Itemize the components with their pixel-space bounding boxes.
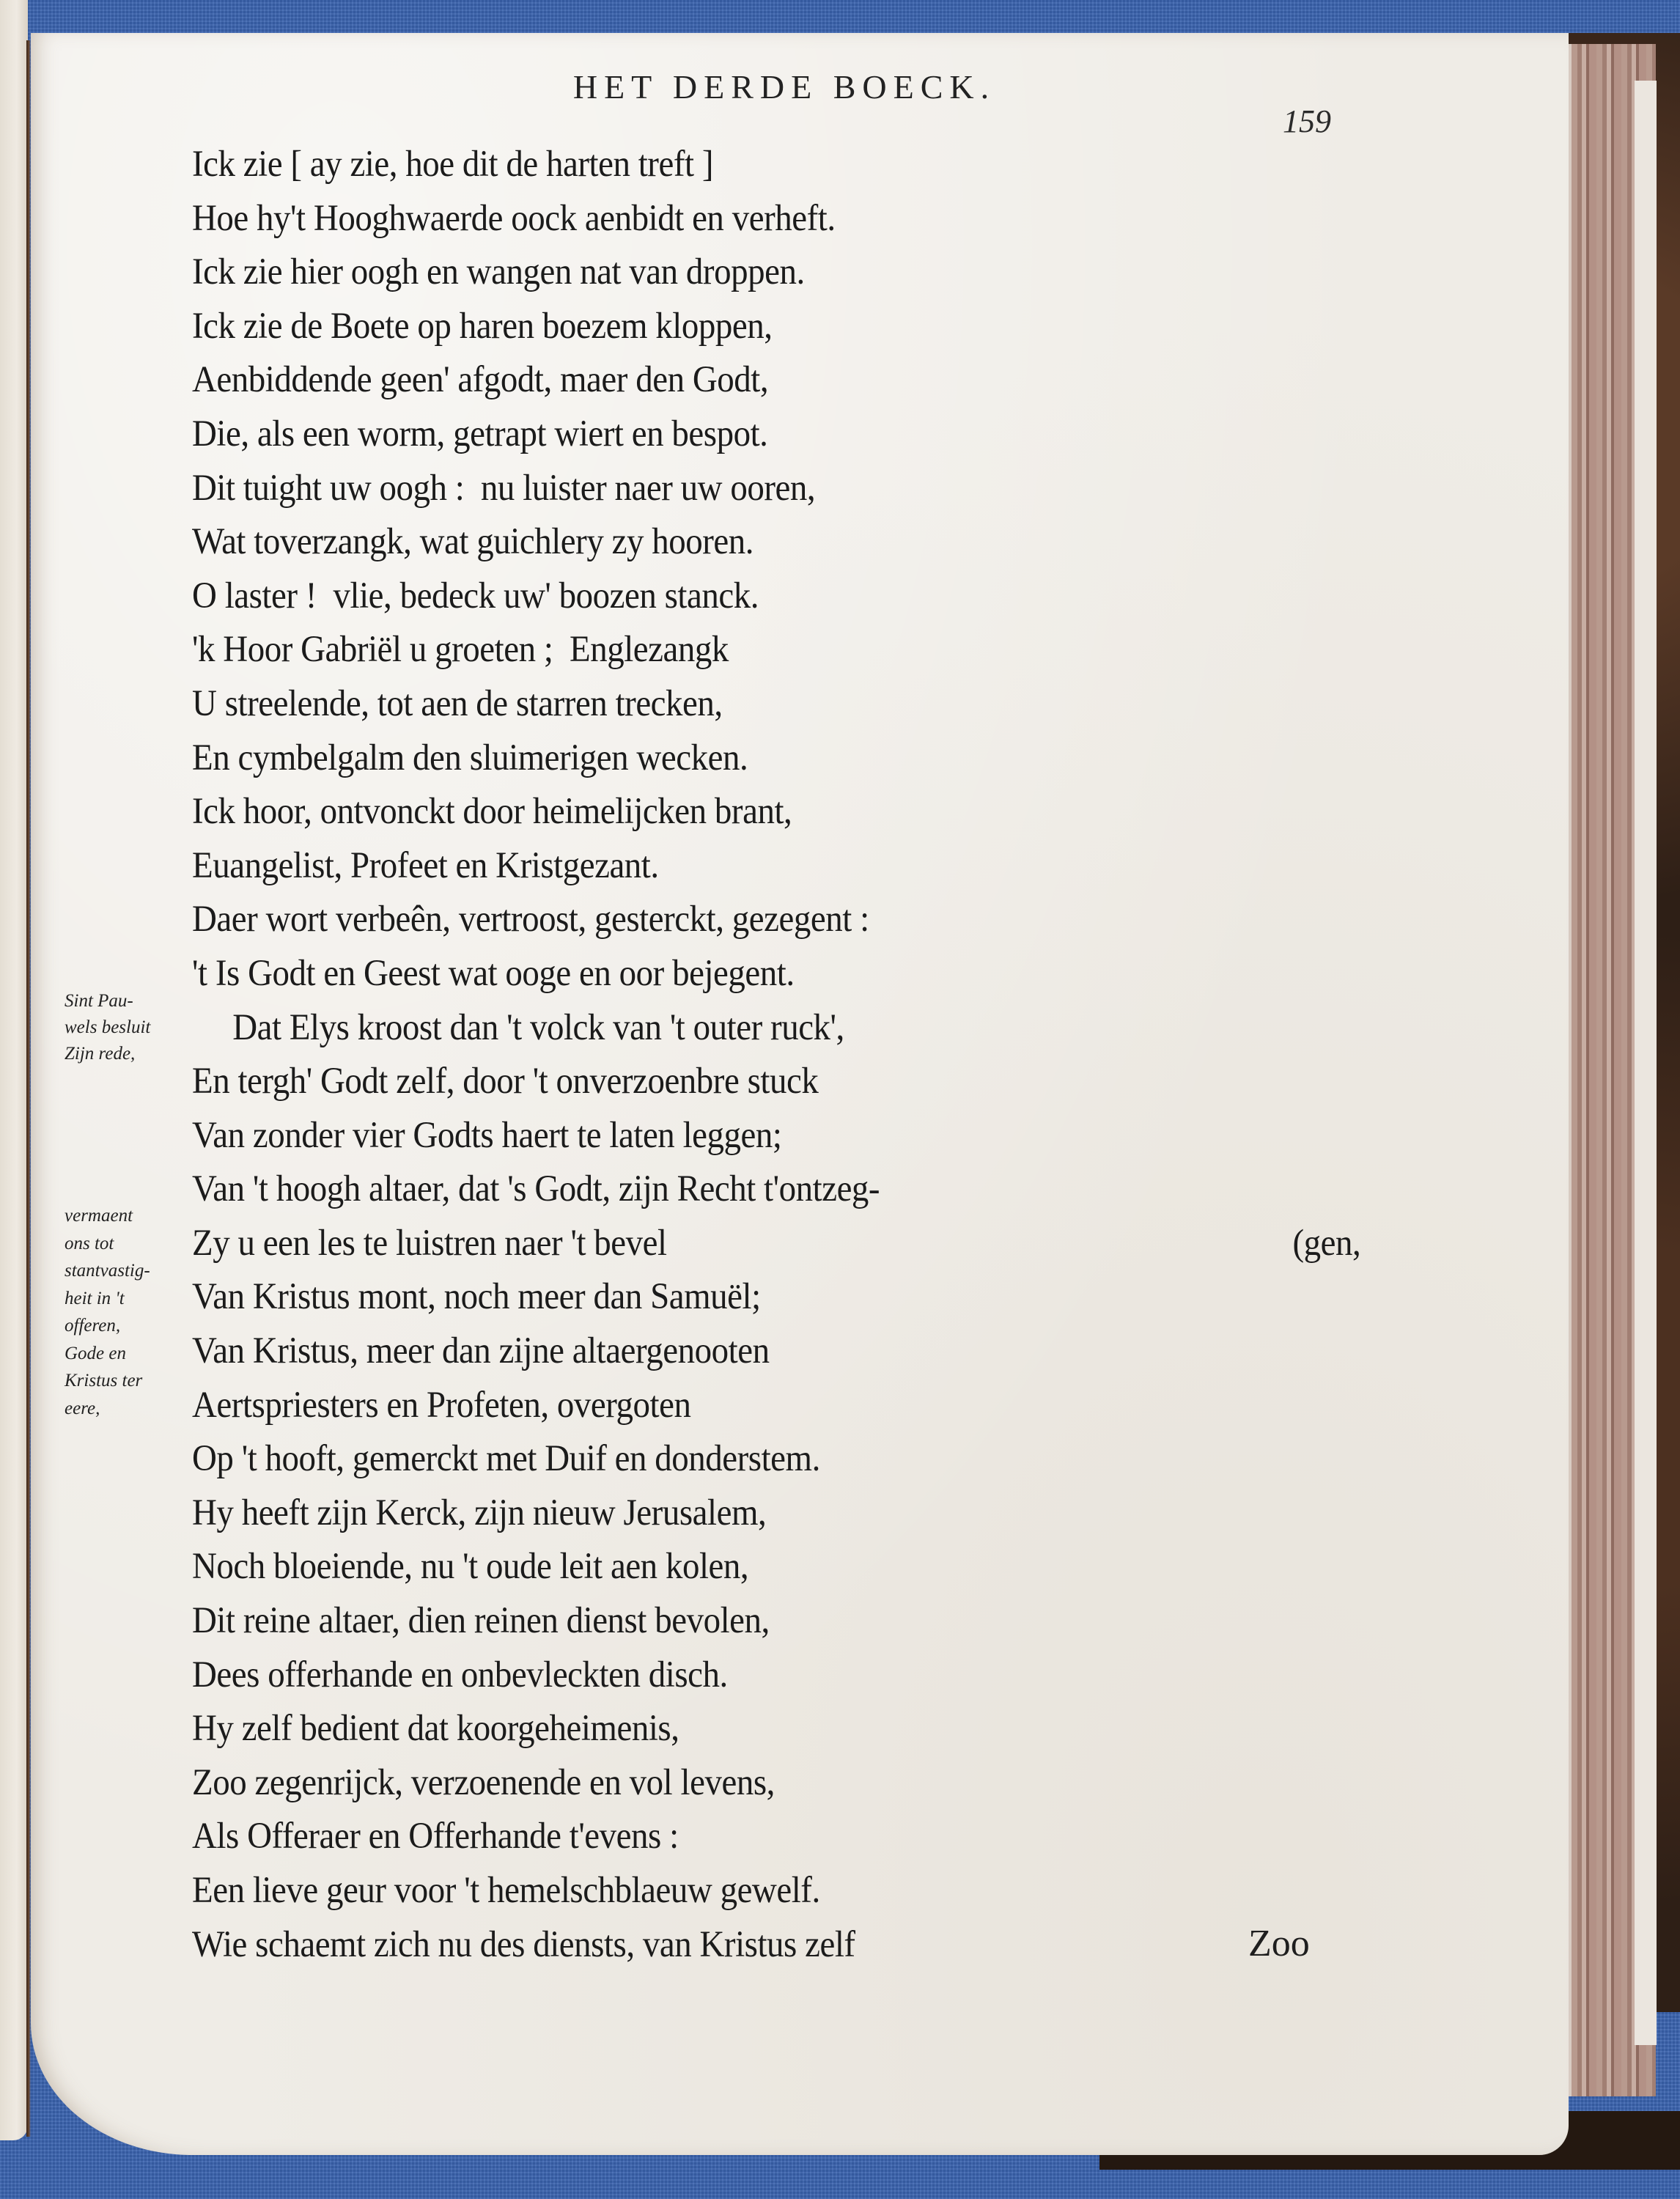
verse-line-text: 't Is Godt en Geest wat ooge en oor bejegent.	[192, 952, 795, 994]
verse-line	[192, 947, 1352, 1001]
verse-text-block	[192, 138, 1361, 1972]
verse-line	[192, 570, 1352, 624]
verse-line-text: Daer wort verbeên, vertroost, gesterckt, gezegent :	[192, 899, 869, 940]
marginal-note-line: eere,	[65, 1398, 100, 1418]
verse-line	[192, 1756, 1352, 1811]
verse-line-text: 'k Hoor Gabriël u groeten ; Englezangk	[192, 629, 729, 671]
verse-line	[192, 785, 1352, 839]
verse-line-text: Noch bloeiende, nu 't oude leit aen kolen,	[192, 1546, 749, 1588]
catchword: Zoo	[1248, 1923, 1310, 1964]
verse-line-text: Aenbiddende geen' afgodt, maer den Godt,	[192, 359, 769, 401]
verse-line-text: Die, als een worm, getrapt wiert en bespot.	[192, 413, 768, 454]
verse-line-text: En cymbelgalm den sluimerigen wecken.	[192, 737, 748, 778]
verse-line	[192, 1217, 1361, 1271]
marginal-note-2	[65, 1202, 189, 1422]
verse-line	[192, 1918, 1352, 1973]
verse-line-text: Van 't hoogh altaer, dat 's Godt, zijn Recht t'ontzeg-	[192, 1168, 880, 1210]
verse-line	[192, 1864, 1352, 1918]
marginal-note-line: Kristus ter	[65, 1371, 143, 1391]
verse-line-text: Ick zie de Boete op haren boezem kloppen,	[192, 305, 773, 347]
marginal-note-1	[65, 988, 189, 1067]
verse-line-text: Van Kristus, meer dan zijne altaergenooten	[192, 1330, 770, 1372]
verse-line	[192, 1325, 1352, 1379]
verse-line-text: Dat Elys kroost dan 't volck van 't outer ruck',	[232, 1006, 844, 1048]
verse-line	[192, 1702, 1352, 1756]
verse-line	[192, 1379, 1352, 1433]
verse-line	[192, 1163, 1352, 1217]
verse-line	[192, 353, 1352, 408]
verse-line	[192, 623, 1352, 677]
gutter-shadow	[26, 40, 31, 2137]
verse-line-text: Wie schaemt zich nu des diensts, van Kristus zelf	[192, 1923, 855, 1965]
verse-line	[192, 1487, 1352, 1541]
verse-line	[192, 462, 1352, 516]
verse-line	[192, 839, 1352, 894]
verse-line-text: Zoo zegenrijck, verzoenende en vol levens,	[192, 1761, 775, 1803]
marginal-note-line: Sint Pau-	[65, 991, 133, 1011]
running-head: HET DERDE BOECK.	[572, 68, 996, 106]
verse-line-text: Ick zie [ ay zie, hoe dit de harten treft ]	[192, 144, 714, 185]
verse-line	[192, 1649, 1352, 1703]
marginal-note-line: Gode en	[65, 1343, 126, 1363]
page-number: 159	[1283, 103, 1331, 139]
verse-line	[192, 1594, 1352, 1649]
verse-line-text: Euangelist, Profeet en Kristgezant.	[192, 844, 659, 886]
verse-line-text: Ick zie hier oogh en wangen nat van droppen.	[192, 251, 805, 293]
verse-line	[192, 246, 1352, 300]
verse-line-text: Aertspriesters en Profeten, overgoten	[192, 1384, 691, 1426]
verse-line	[192, 1001, 1352, 1056]
verse-line	[192, 1055, 1352, 1109]
verse-line	[192, 1270, 1352, 1325]
verse-line	[192, 300, 1352, 354]
verse-line-text: Dit reine altaer, dien reinen dienst bevolen,	[192, 1600, 770, 1642]
verse-line	[192, 1810, 1352, 1864]
marginal-note-line: heit in 't	[65, 1288, 125, 1308]
previous-page-edge	[0, 0, 28, 2140]
verse-line	[192, 1432, 1352, 1487]
marginal-note-line: vermaent	[65, 1206, 133, 1226]
marginal-note-line: wels besluit	[65, 1017, 151, 1037]
marginal-note-line: Zijn rede,	[65, 1044, 136, 1064]
verse-line-text: Als Offeraer en Offerhande t'evens :	[192, 1816, 679, 1857]
verse-line-text: Van zonder vier Godts haert te laten leggen;	[192, 1114, 782, 1156]
verse-line	[192, 732, 1352, 786]
verse-line-text: O laster ! vlie, bedeck uw' boozen stanck.	[192, 575, 759, 616]
verse-line-text: Dit tuight uw oogh : nu luister naer uw ooren,	[192, 467, 816, 509]
verse-line	[192, 138, 1352, 192]
verse-line	[192, 408, 1352, 462]
verse-line-text: Van Kristus mont, noch meer dan Samuël;	[192, 1276, 761, 1318]
marginal-note-line: offeren,	[65, 1316, 121, 1336]
verse-line-text: Dees offerhande en onbevleckten disch.	[192, 1654, 728, 1695]
verse-line-text: Op 't hooft, gemerckt met Duif en donderstem.	[192, 1438, 820, 1480]
page-block-lip	[1635, 81, 1657, 2045]
verse-line	[192, 1109, 1352, 1163]
verse-line-text: Wat toverzangk, wat guichlery zy hooren.	[192, 521, 754, 563]
verse-line	[192, 893, 1352, 947]
verse-line-text: Hoe hy't Hooghwaerde oock aenbidt en verheft.	[192, 197, 836, 239]
verse-line-text: Ick hoor, ontvonckt door heimelijcken brant,	[192, 791, 792, 833]
verse-line-text: Zy u een les te luistren naer 't bevel	[192, 1222, 667, 1264]
verse-line-text: Een lieve geur voor 't hemelschblaeuw gewelf.	[192, 1870, 820, 1911]
verse-line	[192, 515, 1352, 570]
marginal-note-line: stantvastig-	[65, 1261, 150, 1281]
verse-line	[192, 1540, 1352, 1594]
verse-line-text: Hy zelf bedient dat koorgeheimenis,	[192, 1708, 679, 1750]
verse-line-text: En tergh' Godt zelf, door 't onverzoenbre stuck	[192, 1061, 819, 1102]
verse-line	[192, 192, 1352, 246]
verse-turnover: (gen,	[1292, 1222, 1361, 1264]
verse-line-text: U streelende, tot aen de starren trecken,	[192, 682, 723, 724]
verse-line	[192, 677, 1352, 732]
verse-line-text: Hy heeft zijn Kerck, zijn nieuw Jerusalem,	[192, 1492, 767, 1533]
marginal-note-line: ons tot	[65, 1233, 114, 1253]
